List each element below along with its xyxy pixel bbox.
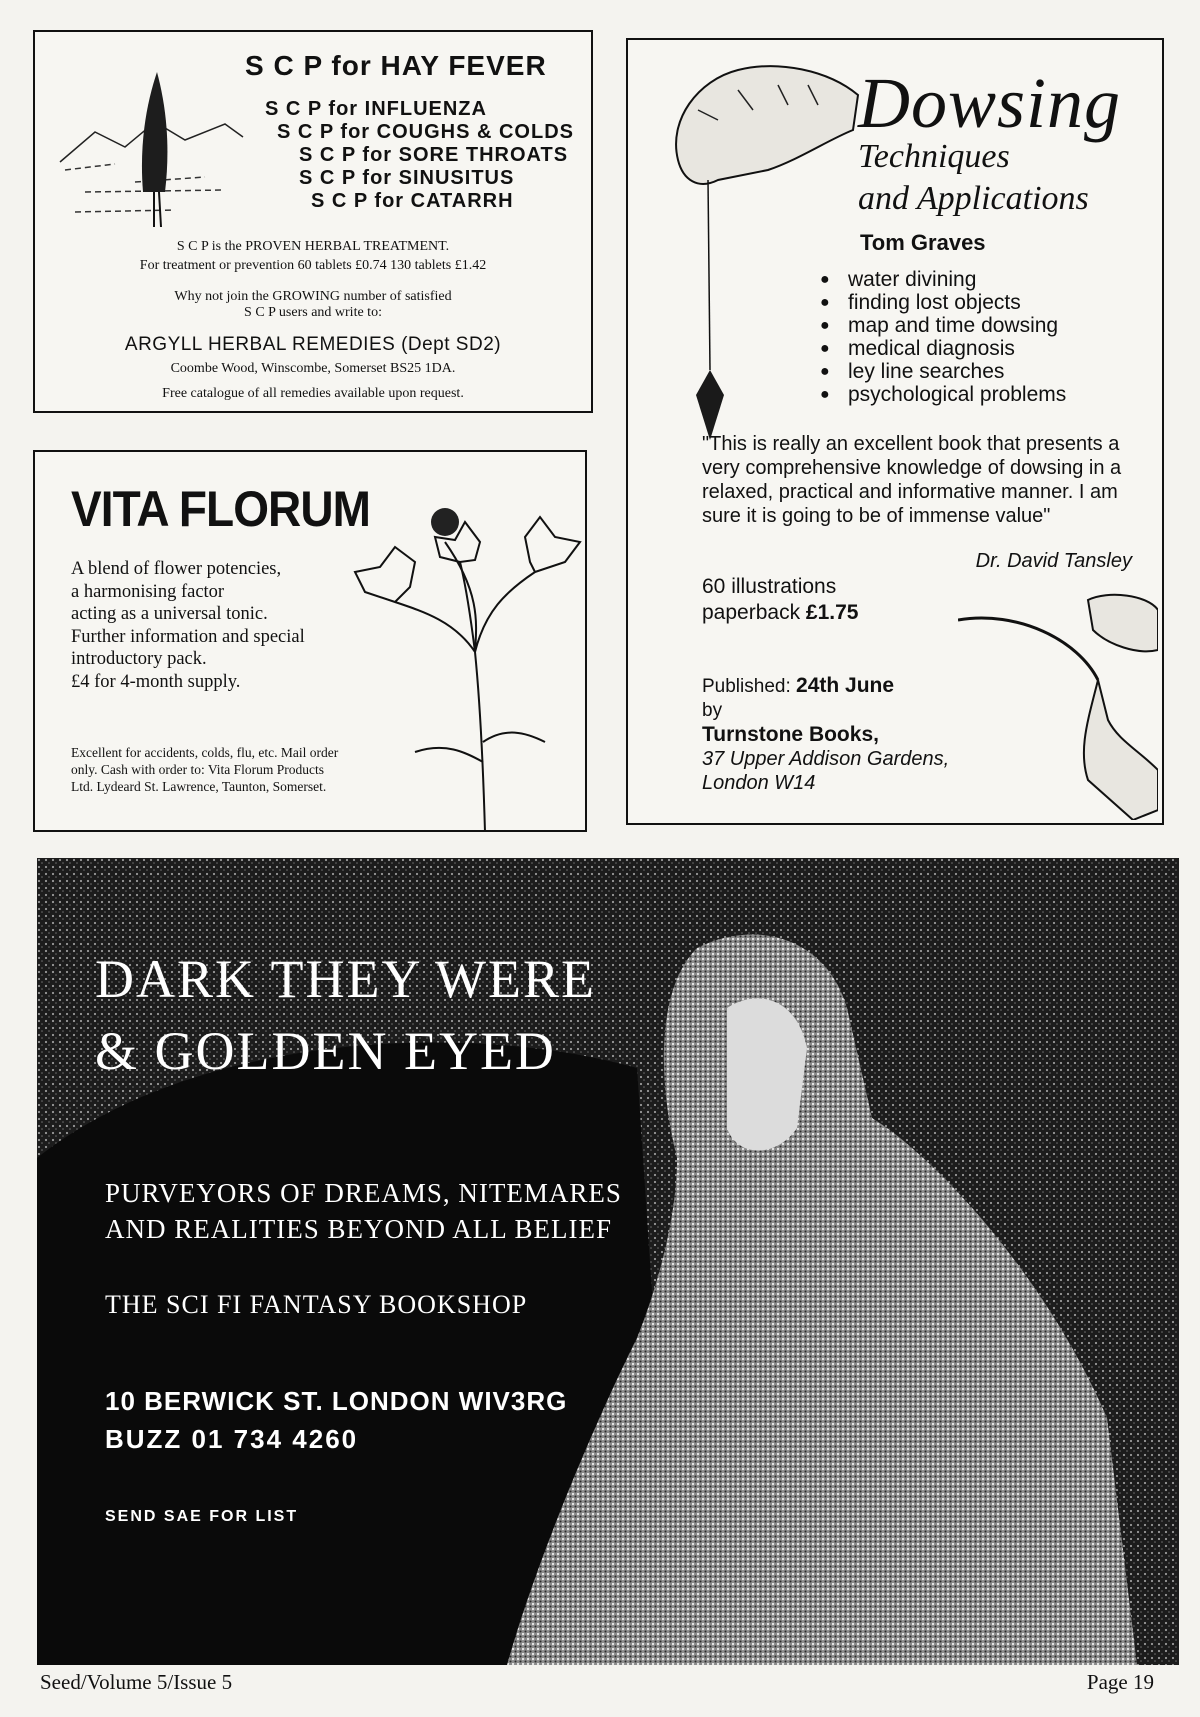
scp-ailment: S C P for CATARRH — [311, 190, 514, 212]
book-title: Dowsing — [858, 63, 1122, 143]
send-sae-note: SEND SAE FOR LIST — [105, 1508, 299, 1525]
desc-line: Further information and special — [71, 626, 305, 647]
scp-company: ARGYLL HERBAL REMEDIES (Dept SD2) — [124, 334, 502, 355]
page-number: Page 19 — [1086, 1670, 1154, 1694]
fine-line: Ltd. Lydeard St. Lawrence, Taunton, Somerset. — [71, 779, 327, 794]
shop-phone: BUZZ 01 734 4260 — [105, 1424, 359, 1454]
list-item: ● ley line searches — [820, 360, 1066, 383]
quote-attribution: Dr. David Tansley — [975, 550, 1132, 572]
pasque-flower-illustration — [335, 502, 585, 832]
ad-headline: & GOLDEN EYED — [95, 1021, 556, 1081]
scp-address: Coombe Wood, Winscombe, Somerset BS25 1DA. — [170, 361, 456, 376]
publisher-address: 37 Upper Addison Gardens, — [702, 748, 950, 770]
shop-address: 10 BERWICK ST. LONDON WIV3RG — [105, 1386, 568, 1416]
illustrations-count: 60 illustrations — [702, 575, 837, 598]
cypress-tree-illustration — [55, 52, 245, 232]
scp-join-text: S C P users and write to: — [244, 305, 382, 320]
issue-info: Seed/Volume 5/Issue 5 — [40, 1670, 233, 1694]
book-author: Tom Graves — [860, 230, 986, 255]
publisher-address: London W14 — [702, 772, 816, 794]
format-label: paperback — [702, 601, 806, 624]
desc-line: introductory pack. — [71, 649, 207, 669]
vita-florum-description — [71, 558, 305, 693]
desc-line: acting as a universal tonic. — [71, 604, 268, 624]
fine-line: Excellent for accidents, colds, flu, etc. Mail order — [71, 745, 339, 760]
topics-list — [820, 268, 1066, 406]
subtitle-line: Techniques — [858, 138, 1010, 175]
vita-florum-fine-print — [71, 744, 338, 795]
scp-heading: S C P for HAY FEVER — [245, 50, 547, 81]
scp-ailment: S C P for COUGHS & COLDS — [277, 121, 574, 143]
published-date: 24th June — [796, 674, 895, 697]
published-line — [702, 674, 949, 699]
desc-line: a harmonising factor — [71, 581, 225, 602]
desc-line: £4 for 4-month supply. — [71, 671, 241, 692]
vita-florum-brand: VITA FLORUM — [71, 481, 371, 537]
publication-info — [702, 674, 949, 795]
scp-catalogue: Free catalogue of all remedies available upon request. — [162, 386, 464, 401]
list-item: ● psychological problems — [820, 383, 1066, 406]
vita-florum-ad — [33, 450, 587, 832]
list-item: ● finding lost objects — [820, 291, 1066, 314]
dowsing-rod-hands-illustration — [958, 580, 1158, 820]
book-price: £1.75 — [805, 601, 859, 624]
ad-tagline: PURVEYORS OF DREAMS, NITEMARES — [105, 1178, 622, 1208]
scp-hay-fever-ad — [33, 30, 593, 413]
scp-ailment: S C P for SINUSITUS — [299, 167, 515, 189]
list-item: ● medical diagnosis — [820, 337, 1066, 360]
scp-ailment: S C P for SORE THROATS — [299, 144, 569, 166]
published-label: Published: — [702, 676, 797, 697]
shop-description: THE SCI FI FANTASY BOOKSHOP — [105, 1290, 528, 1319]
desc-line: A blend of flower potencies, — [71, 559, 282, 579]
fine-line: only. Cash with order to: Vita Florum Products — [71, 762, 325, 777]
review-quote: "This is really an excellent book that presents a very comprehensive knowledge of dowsing in a relaxed, practical and informative manner. I am sure it is going to be of immense value" — [702, 433, 1122, 527]
scp-pricing: For treatment or prevention 60 tablets £0.74 130 tablets £1.42 — [139, 258, 487, 273]
book-format — [702, 600, 858, 626]
by-label: by — [702, 700, 723, 721]
scp-treatment: S C P is the PROVEN HERBAL TREATMENT. — [176, 239, 450, 254]
book-info — [702, 574, 858, 626]
scp-join-text: Why not join the GROWING number of satisfied — [174, 289, 452, 304]
dark-they-were-ad — [37, 858, 1179, 1665]
scp-ailment: S C P for INFLUENZA — [265, 98, 487, 120]
dowsing-book-ad — [626, 38, 1164, 825]
list-item: ● map and time dowsing — [820, 314, 1066, 337]
subtitle-line: and Applications — [858, 180, 1089, 217]
list-item: ● water divining — [820, 268, 1066, 291]
ad-headline: DARK THEY WERE — [95, 949, 596, 1009]
publisher-name: Turnstone Books, — [702, 723, 879, 746]
ad-tagline: AND REALITIES BEYOND ALL BELIEF — [105, 1214, 612, 1244]
book-subtitle — [858, 136, 1089, 220]
